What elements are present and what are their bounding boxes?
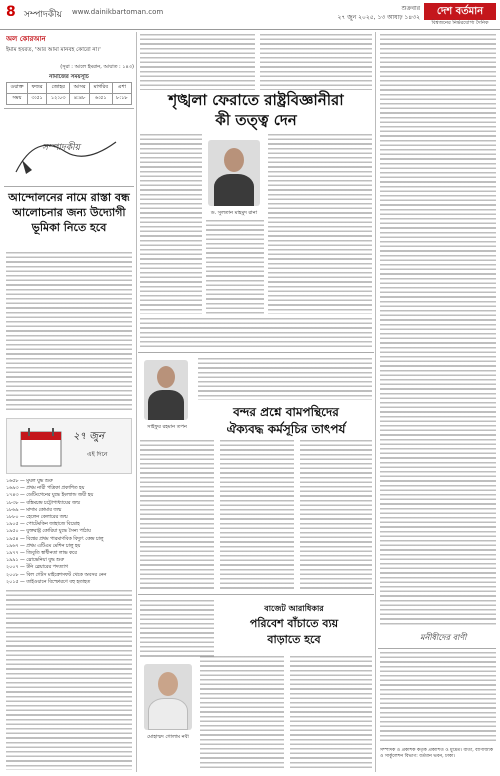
list-item: ২০১৫ — তাইওয়ানে বিস্ফোরণে বহু হতাহত bbox=[6, 579, 91, 585]
dateline bbox=[320, 4, 420, 22]
editorial-title: আন্দোলনের নামে রাস্তা বন্ধ আলোচনার জন্য উদ্যোগী ভূমিকা নিতে হবে bbox=[8, 191, 130, 234]
table-header: ফজর bbox=[27, 83, 46, 94]
article3-body bbox=[290, 656, 372, 770]
today-caption: এই দিনে bbox=[87, 451, 108, 458]
divider bbox=[4, 108, 134, 109]
article1-author: ড. সুলতান মাহমুদ রানা bbox=[210, 210, 258, 216]
prayer-table-title: নামাজের সময়সূচি bbox=[49, 74, 89, 80]
column-divider bbox=[136, 32, 137, 772]
editorial-label: সম্পাদকীয় bbox=[42, 143, 80, 153]
table-header: ওয়াক্ত bbox=[7, 83, 28, 94]
table-cell: ৪:৪৮ bbox=[70, 94, 90, 105]
list-item: ১৭৪৩ — ডেটিংগেনের যুদ্ধে ইংল্যান্ড জয়ী হয় bbox=[6, 493, 94, 499]
page-number: 8 bbox=[6, 4, 16, 20]
list-item: ১৮৬৯ — মাদাম কোমার জন্ম bbox=[6, 507, 62, 513]
divider bbox=[4, 186, 134, 187]
list-item: ১৯৭৭ — জিবুতি স্বাধীনতা লাভ করে bbox=[6, 551, 77, 557]
history-extra-text bbox=[6, 590, 132, 770]
article1-body bbox=[140, 318, 372, 348]
article1-title-line: কী তত্ত্ব দেন bbox=[215, 111, 297, 129]
article2-title bbox=[200, 404, 372, 438]
author-photo bbox=[144, 360, 188, 420]
article1-lead-text bbox=[260, 34, 372, 90]
list-item: ২০০৭ — টনি ব্লেয়ারের পদত্যাগ bbox=[6, 565, 68, 571]
quran-verse: ইমাম হযরত, 'আর আমা মানবহ কোরো না।' bbox=[6, 47, 101, 53]
list-item: ১৮৮০ — হেলেন কেলারের জন্ম bbox=[6, 515, 68, 521]
logo-text: দেশ বর্তমান bbox=[424, 3, 496, 20]
divider bbox=[138, 594, 374, 595]
author-face bbox=[224, 148, 244, 172]
article3-body bbox=[140, 600, 214, 660]
list-item: ১৮৩৮ — বঙ্কিমচন্দ্র চট্টোপাধ্যায়ের জন্ম bbox=[6, 500, 80, 506]
article2-title-line: ঐক্যবদ্ধ কর্মসূচির তাৎপর্য bbox=[226, 422, 346, 436]
author-photo bbox=[208, 140, 260, 206]
author-face bbox=[158, 672, 178, 696]
quran-heading: অল কোরআন bbox=[6, 35, 46, 43]
logo-tagline: বিশ্বজনের নির্ভরযোগ্য দৈনিক bbox=[431, 20, 489, 26]
today-date: ২৭ জুন bbox=[73, 431, 105, 442]
table-header: জোহর bbox=[47, 83, 70, 94]
prayer-time-table bbox=[6, 82, 132, 105]
calendar-icon bbox=[11, 422, 71, 472]
author-photo bbox=[144, 664, 192, 730]
table-row bbox=[7, 94, 132, 105]
continued-article-text bbox=[380, 34, 496, 626]
author-face bbox=[157, 366, 175, 388]
table-cell: ৩:৫১ bbox=[27, 94, 46, 105]
list-item: ১৯৬৭ — প্রথম এটিএম মেশিন চালু হয় bbox=[6, 543, 81, 549]
table-header: এশা bbox=[112, 83, 131, 94]
signature: মনীষীদের বাণী bbox=[420, 633, 467, 642]
article3-body bbox=[200, 656, 284, 770]
issue-date: ২৭ জুন ২০২৫, ১৩ আষাঢ় ১৪৩২ bbox=[337, 14, 420, 21]
article1-lead-text bbox=[140, 34, 255, 90]
article2-title-line: বন্দর প্রশ্নে বামপন্থিদের bbox=[233, 405, 339, 419]
website-link[interactable]: www.dainikbartoman.com bbox=[72, 8, 164, 16]
imprint-footer: সম্পাদক ও প্রকাশক কর্তৃক প্রকাশিত ও মুদ্রিত। বার্তা, বাণিজ্যিক ও সার্কুলেশন বিভাগ: বর্তমান ভবন, ঢাকা। bbox=[380, 748, 494, 759]
verse-citation: (সূরা : আলে ইমরান, আয়াত : ১৪৩) bbox=[60, 64, 134, 70]
list-item: ১৬৯৩ — প্রথম নারী পত্রিকা প্রকাশিত হয় bbox=[6, 486, 85, 492]
table-header: মাগরিব bbox=[89, 83, 112, 94]
article3-title bbox=[216, 600, 372, 648]
editorial-body bbox=[6, 252, 132, 412]
article2-body bbox=[300, 440, 372, 590]
author-shirt bbox=[148, 390, 184, 420]
article2-body bbox=[220, 440, 294, 590]
article2-author: সাইফুর রহমান তপন bbox=[147, 424, 187, 430]
section-name: সম্পাদকীয় bbox=[24, 10, 62, 20]
article1-body bbox=[140, 134, 202, 314]
table-header: আসর bbox=[70, 83, 90, 94]
article3-title-line: পরিবেশ বাঁচাতে ব্যয় bbox=[249, 617, 339, 630]
divider bbox=[138, 352, 374, 353]
article1-title-line: শৃঙ্খলা ফেরাতে রাষ্ট্রবিজ্ঞানীরা bbox=[168, 91, 344, 109]
today-box bbox=[6, 418, 132, 474]
author-shirt bbox=[214, 174, 254, 206]
list-item: ১৯৯১ — স্লোভেনিয়া যুদ্ধ শুরু bbox=[6, 558, 64, 564]
column-divider bbox=[375, 32, 376, 772]
list-item: ২০০৮ — বিল গেটস মাইক্রোসফট থেকে অবসর নেন bbox=[6, 572, 107, 578]
article2-body bbox=[140, 440, 214, 590]
list-item: ১৯০৫ — পোটেমকিন জাহাজে বিদ্রোহ bbox=[6, 522, 80, 528]
article1-title bbox=[140, 90, 372, 130]
weekday: শুক্রবার bbox=[401, 5, 420, 12]
list-item: ১৬৫৮ — মুঘল যুদ্ধ শুরু bbox=[6, 479, 53, 484]
article1-body bbox=[206, 220, 264, 314]
editorial-label-box bbox=[6, 112, 132, 182]
author-shirt bbox=[148, 698, 188, 730]
list-item: ১৯৫০ — যুক্তরাষ্ট্র কোরিয়া যুদ্ধে সৈন্য পাঠায় bbox=[6, 529, 91, 535]
article1-body bbox=[268, 134, 372, 314]
article3-title-line: বাড়াতে হবে bbox=[267, 633, 321, 646]
table-cell: ১২:০৩ bbox=[47, 94, 70, 105]
table-cell: ৮:১৮ bbox=[112, 94, 131, 105]
right-column-text bbox=[380, 652, 496, 744]
article3-kicker: বাজেট আরাধিকার bbox=[264, 603, 324, 613]
table-header-row bbox=[7, 83, 132, 94]
article3-author: মোহাম্মদ গোলাম নবী bbox=[147, 734, 189, 740]
divider bbox=[378, 648, 496, 649]
page-header bbox=[0, 0, 500, 30]
table-cell: সময় bbox=[7, 94, 28, 105]
article2-lead-text bbox=[198, 358, 372, 400]
masthead-logo bbox=[424, 3, 496, 27]
list-item: ১৯৫৪ — বিশ্বের প্রথম পারমাণবিক বিদ্যুৎ কেন্দ্র চালু bbox=[6, 536, 104, 542]
table-cell: ৬:৫১ bbox=[89, 94, 112, 105]
